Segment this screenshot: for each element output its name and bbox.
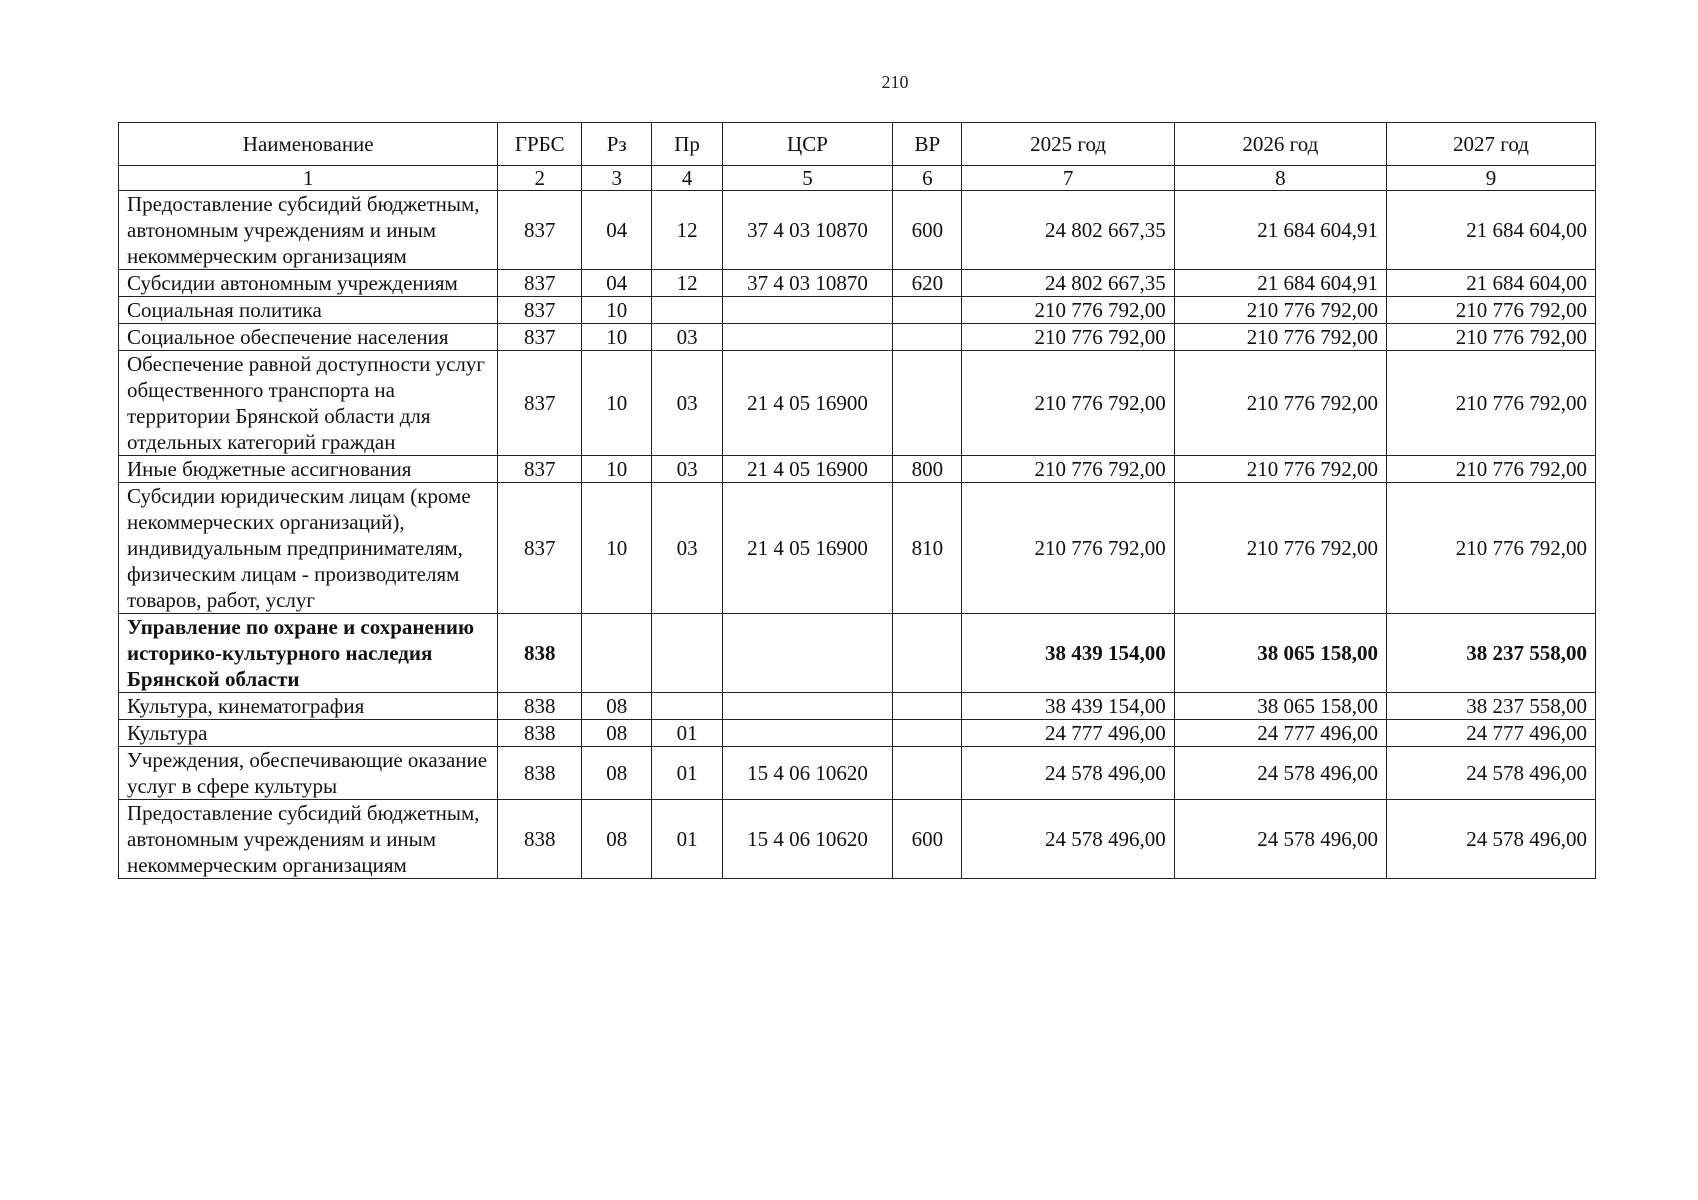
cell-grbs: 838 [498,800,582,879]
table-row [119,297,1596,324]
cell-amount-2025: 24 578 496,00 [962,800,1174,879]
cell-amount-2026: 210 776 792,00 [1174,351,1386,456]
column-number-row [119,166,1596,191]
cell-rz: 10 [582,483,652,614]
cell-amount-2026: 21 684 604,91 [1174,270,1386,297]
cell-amount-2025: 38 439 154,00 [962,614,1174,693]
column-number: 2 [498,166,582,191]
cell-vr [893,720,962,747]
table-body [119,191,1596,879]
cell-grbs: 837 [498,351,582,456]
cell-csr: 15 4 06 10620 [722,800,892,879]
cell-name: Культура [119,720,498,747]
column-number: 5 [722,166,892,191]
cell-amount-2025: 38 439 154,00 [962,693,1174,720]
table-row [119,191,1596,270]
cell-csr [722,297,892,324]
cell-vr [893,297,962,324]
cell-amount-2025: 24 777 496,00 [962,720,1174,747]
cell-grbs: 837 [498,297,582,324]
cell-name: Учреждения, обеспечивающие оказание услуг в сфере культуры [119,747,498,800]
cell-csr: 21 4 05 16900 [722,351,892,456]
cell-rz: 08 [582,693,652,720]
header-csr: ЦСР [722,123,892,166]
column-number: 4 [652,166,722,191]
cell-amount-2027: 210 776 792,00 [1386,456,1595,483]
table-row [119,747,1596,800]
budget-table [118,122,1596,879]
table-row [119,483,1596,614]
header-pr: Пр [652,123,722,166]
cell-grbs: 838 [498,693,582,720]
cell-csr: 15 4 06 10620 [722,747,892,800]
cell-amount-2027: 24 777 496,00 [1386,720,1595,747]
cell-rz: 10 [582,351,652,456]
cell-grbs: 838 [498,747,582,800]
table-row [119,351,1596,456]
cell-csr: 37 4 03 10870 [722,191,892,270]
cell-amount-2026: 24 578 496,00 [1174,800,1386,879]
cell-amount-2026: 24 578 496,00 [1174,747,1386,800]
cell-amount-2025: 210 776 792,00 [962,297,1174,324]
header-2027: 2027 год [1386,123,1595,166]
column-number: 7 [962,166,1174,191]
cell-amount-2027: 24 578 496,00 [1386,747,1595,800]
cell-amount-2025: 210 776 792,00 [962,324,1174,351]
table-row [119,324,1596,351]
cell-grbs: 838 [498,614,582,693]
table-row [119,456,1596,483]
cell-amount-2025: 210 776 792,00 [962,351,1174,456]
header-row [119,123,1596,166]
cell-rz: 08 [582,720,652,747]
page-number: 210 [881,72,909,92]
table-row [119,693,1596,720]
column-number: 6 [893,166,962,191]
table-row [119,270,1596,297]
cell-amount-2027: 210 776 792,00 [1386,483,1595,614]
cell-pr [652,693,722,720]
cell-csr: 21 4 05 16900 [722,456,892,483]
cell-amount-2027: 21 684 604,00 [1386,191,1595,270]
cell-csr [722,720,892,747]
cell-amount-2026: 210 776 792,00 [1174,324,1386,351]
cell-amount-2026: 210 776 792,00 [1174,483,1386,614]
cell-vr [893,324,962,351]
cell-grbs: 837 [498,483,582,614]
cell-csr: 37 4 03 10870 [722,270,892,297]
cell-name: Управление по охране и сохранению историко-культурного наследия Брянской области [119,614,498,693]
cell-name: Предоставление субсидий бюджетным, автономным учреждениям и иным некоммерческим организациям [119,191,498,270]
header-grbs: ГРБС [498,123,582,166]
header-name: Наименование [119,123,498,166]
cell-rz: 10 [582,297,652,324]
cell-rz: 04 [582,191,652,270]
cell-name: Иные бюджетные ассигнования [119,456,498,483]
cell-amount-2025: 210 776 792,00 [962,456,1174,483]
column-number: 8 [1174,166,1386,191]
cell-pr: 01 [652,747,722,800]
cell-amount-2027: 24 578 496,00 [1386,800,1595,879]
cell-amount-2025: 24 802 667,35 [962,191,1174,270]
table-row [119,614,1596,693]
cell-amount-2027: 210 776 792,00 [1386,351,1595,456]
cell-vr [893,747,962,800]
cell-name: Субсидии автономным учреждениям [119,270,498,297]
cell-grbs: 837 [498,324,582,351]
cell-grbs: 837 [498,270,582,297]
cell-vr: 800 [893,456,962,483]
header-vr: ВР [893,123,962,166]
cell-rz: 08 [582,800,652,879]
cell-pr: 03 [652,456,722,483]
cell-name: Культура, кинематография [119,693,498,720]
table-row [119,720,1596,747]
cell-amount-2026: 210 776 792,00 [1174,456,1386,483]
cell-amount-2026: 21 684 604,91 [1174,191,1386,270]
cell-name: Субсидии юридическим лицам (кроме некоммерческих организаций), индивидуальным предпринимателям, физическим лицам - производителям товаров, работ, услуг [119,483,498,614]
cell-rz: 04 [582,270,652,297]
cell-rz [582,614,652,693]
cell-amount-2026: 38 065 158,00 [1174,614,1386,693]
cell-vr [893,614,962,693]
cell-vr: 600 [893,191,962,270]
cell-rz: 08 [582,747,652,800]
cell-pr: 03 [652,324,722,351]
cell-amount-2026: 210 776 792,00 [1174,297,1386,324]
cell-pr: 01 [652,800,722,879]
cell-rz: 10 [582,324,652,351]
cell-pr: 03 [652,351,722,456]
header-rz: Рз [582,123,652,166]
cell-name: Социальная политика [119,297,498,324]
cell-pr: 12 [652,270,722,297]
column-number: 9 [1386,166,1595,191]
cell-vr: 600 [893,800,962,879]
cell-grbs: 838 [498,720,582,747]
cell-csr [722,614,892,693]
cell-csr [722,324,892,351]
column-number: 1 [119,166,498,191]
cell-name: Предоставление субсидий бюджетным, автономным учреждениям и иным некоммерческим организациям [119,800,498,879]
cell-pr: 12 [652,191,722,270]
cell-name: Социальное обеспечение населения [119,324,498,351]
cell-name: Обеспечение равной доступности услуг общественного транспорта на территории Брянской области для отдельных категорий граждан [119,351,498,456]
cell-amount-2026: 38 065 158,00 [1174,693,1386,720]
cell-amount-2027: 38 237 558,00 [1386,614,1595,693]
cell-vr [893,351,962,456]
cell-csr [722,693,892,720]
cell-amount-2027: 210 776 792,00 [1386,324,1595,351]
cell-pr [652,297,722,324]
cell-pr: 01 [652,720,722,747]
cell-amount-2025: 24 578 496,00 [962,747,1174,800]
cell-pr [652,614,722,693]
cell-grbs: 837 [498,456,582,483]
cell-amount-2025: 24 802 667,35 [962,270,1174,297]
header-2026: 2026 год [1174,123,1386,166]
cell-pr: 03 [652,483,722,614]
header-2025: 2025 год [962,123,1174,166]
cell-vr: 810 [893,483,962,614]
cell-grbs: 837 [498,191,582,270]
cell-amount-2025: 210 776 792,00 [962,483,1174,614]
cell-amount-2026: 24 777 496,00 [1174,720,1386,747]
cell-csr: 21 4 05 16900 [722,483,892,614]
cell-amount-2027: 210 776 792,00 [1386,297,1595,324]
cell-vr [893,693,962,720]
column-number: 3 [582,166,652,191]
table-row [119,800,1596,879]
cell-rz: 10 [582,456,652,483]
cell-amount-2027: 38 237 558,00 [1386,693,1595,720]
cell-vr: 620 [893,270,962,297]
cell-amount-2027: 21 684 604,00 [1386,270,1595,297]
